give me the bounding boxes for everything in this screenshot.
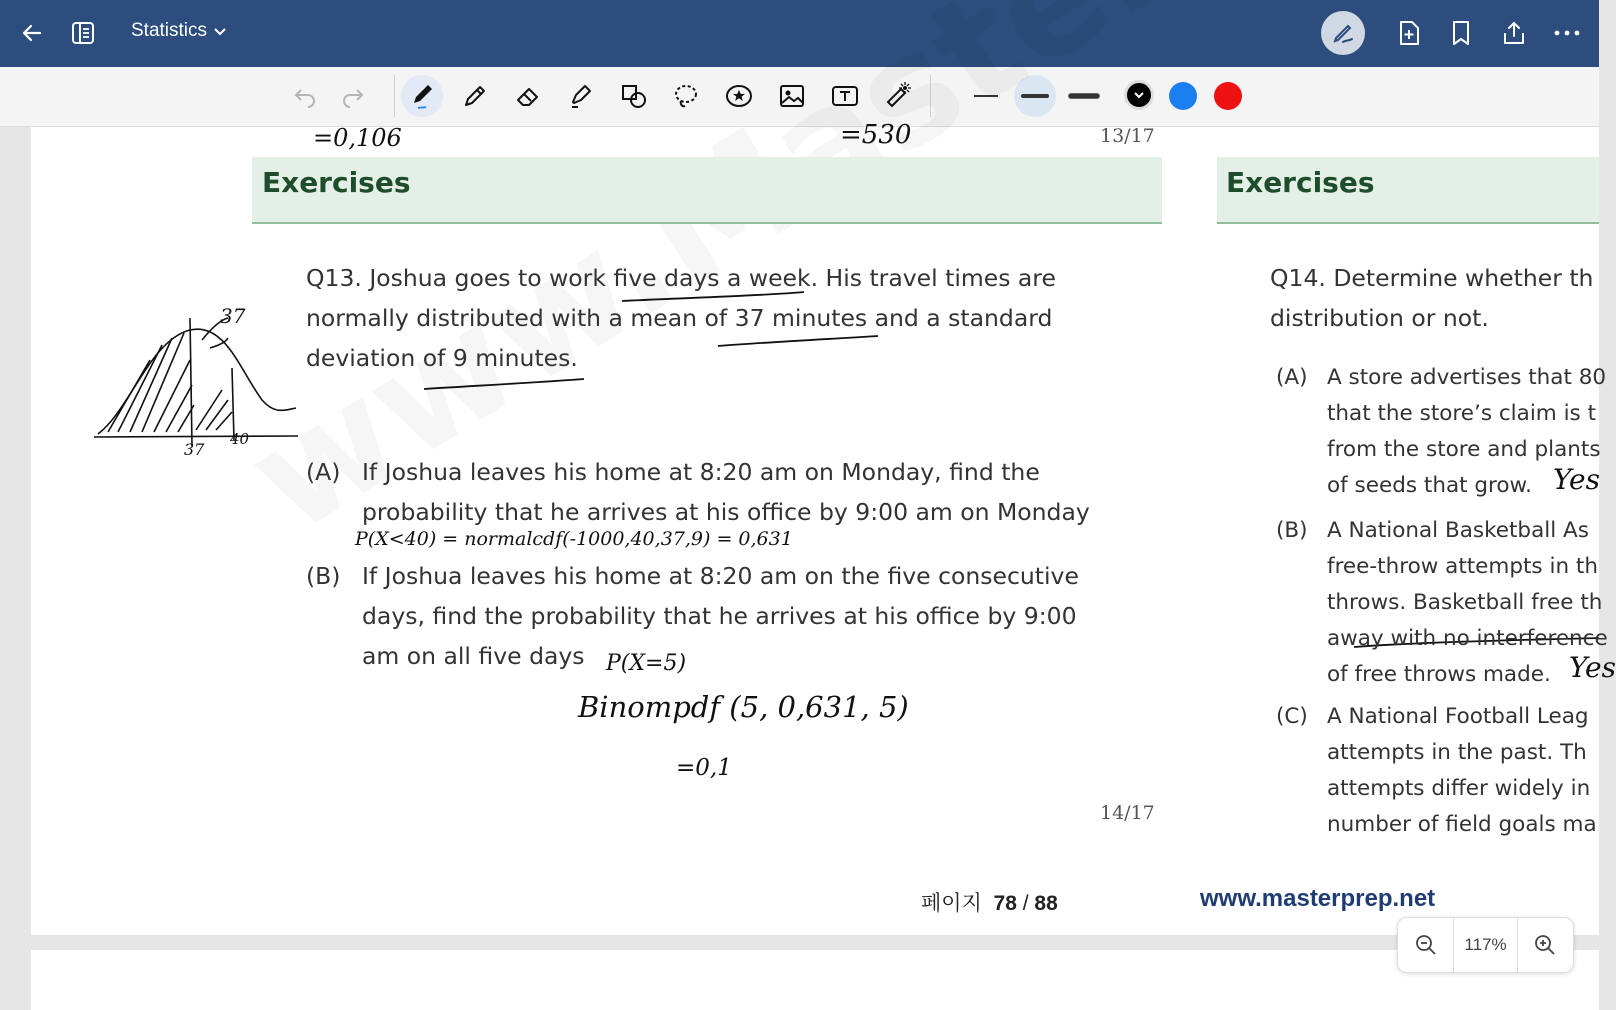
axis-label-40: 40 bbox=[230, 430, 250, 448]
handwritten-result-left: =0,106 bbox=[313, 124, 402, 152]
handwritten-part-b-line-1: P(X=5) bbox=[606, 651, 687, 676]
q14-part-b-line-5: of free throws made. bbox=[1327, 662, 1551, 687]
zoom-out-icon[interactable] bbox=[1398, 918, 1453, 972]
document-title: Statistics bbox=[131, 20, 208, 41]
q14-part-c-line-4: number of field goals ma bbox=[1327, 812, 1597, 837]
part-a-label: (A) bbox=[306, 458, 341, 486]
q14-part-c-line-2: attempts in the past. Th bbox=[1327, 740, 1587, 765]
part-b-line-3: am on all five days bbox=[362, 642, 585, 670]
zoom-level: 117% bbox=[1453, 918, 1517, 972]
q14-part-b-line-4: away with no interference bbox=[1327, 626, 1608, 651]
q14-part-a-line-3: from the store and plants bbox=[1327, 437, 1601, 462]
part-a-line-1: If Joshua leaves his home at 8:20 am on Monday, find the bbox=[362, 458, 1040, 486]
axis-label-37: 37 bbox=[184, 440, 205, 459]
q14-part-a-line-4: of seeds that grow. bbox=[1327, 473, 1533, 498]
exercises-title-right: Exercises bbox=[1226, 166, 1375, 199]
question-14-line-1: Q14. Determine whether th bbox=[1270, 264, 1594, 292]
zoom-in-icon[interactable] bbox=[1518, 918, 1573, 972]
q14-part-c-line-3: attempts differ widely in bbox=[1327, 776, 1591, 801]
q14-part-b-line-3: throws. Basketball free th bbox=[1327, 590, 1603, 615]
q14-part-c-label: (C) bbox=[1276, 704, 1308, 729]
underline-five-days bbox=[622, 292, 804, 301]
q14-part-a-line-2: that the store’s claim is t bbox=[1327, 401, 1597, 426]
previous-page-number: 13/17 bbox=[1100, 125, 1155, 147]
handwritten-part-a-answer: P(X<40) = normalcdf(-1000,40,37,9) = 0,631 bbox=[355, 528, 793, 550]
part-b-line-1: If Joshua leaves his home at 8:20 am on the five consecutive bbox=[362, 562, 1079, 590]
handwritten-yes-b: Yes bbox=[1569, 651, 1616, 684]
page-separator: / bbox=[1022, 892, 1029, 915]
question-13-line-3: deviation of 9 minutes. bbox=[306, 344, 578, 372]
question-14-line-2: distribution or not. bbox=[1270, 304, 1489, 332]
q14-part-b-line-2: free-throw attempts in th bbox=[1327, 554, 1598, 579]
part-b-label: (B) bbox=[306, 562, 341, 590]
q14-part-b-line-1: A National Basketball As bbox=[1327, 518, 1589, 543]
total-pages: 88 bbox=[1034, 892, 1058, 915]
exercises-title-left: Exercises bbox=[262, 166, 411, 199]
handwritten-part-b-line-3: =0,1 bbox=[676, 755, 732, 781]
part-b-line-2: days, find the probability that he arrives at his office by 9:00 bbox=[362, 602, 1077, 630]
handwritten-part-b-line-2: Binompdf (5, 0,631, 5) bbox=[578, 690, 909, 724]
current-page: 78 bbox=[993, 892, 1017, 915]
q14-part-c-line-1: A National Football Leag bbox=[1327, 704, 1589, 729]
underline-deviation bbox=[424, 379, 584, 389]
part-a-line-2: probability that he arrives at his office by 9:00 am on Monday bbox=[362, 498, 1090, 526]
underline-mean bbox=[718, 336, 878, 346]
handwritten-result-middle: =530 bbox=[840, 120, 912, 150]
curve-label-mean: 37 bbox=[220, 304, 246, 328]
q14-part-a-line-1: A store advertises that 80 bbox=[1327, 365, 1607, 390]
page-number: 14/17 bbox=[1100, 802, 1155, 824]
zoom-control bbox=[1397, 917, 1574, 973]
site-url: www.masterprep.net bbox=[1200, 885, 1436, 912]
handwritten-yes-a: Yes bbox=[1553, 463, 1600, 496]
page-indicator-label: 페이지 bbox=[921, 892, 982, 915]
normal-curve-sketch bbox=[94, 318, 298, 446]
page-indicator bbox=[921, 887, 1058, 917]
question-13-line-1: Q13. Joshua goes to work five days a week. His travel times are bbox=[306, 264, 1056, 292]
question-13-line-2: normally distributed with a mean of 37 minutes and a standard bbox=[306, 304, 1053, 332]
q14-part-a-label: (A) bbox=[1276, 365, 1308, 390]
q14-part-b-label: (B) bbox=[1276, 518, 1308, 543]
right-page-column bbox=[1199, 127, 1616, 837]
